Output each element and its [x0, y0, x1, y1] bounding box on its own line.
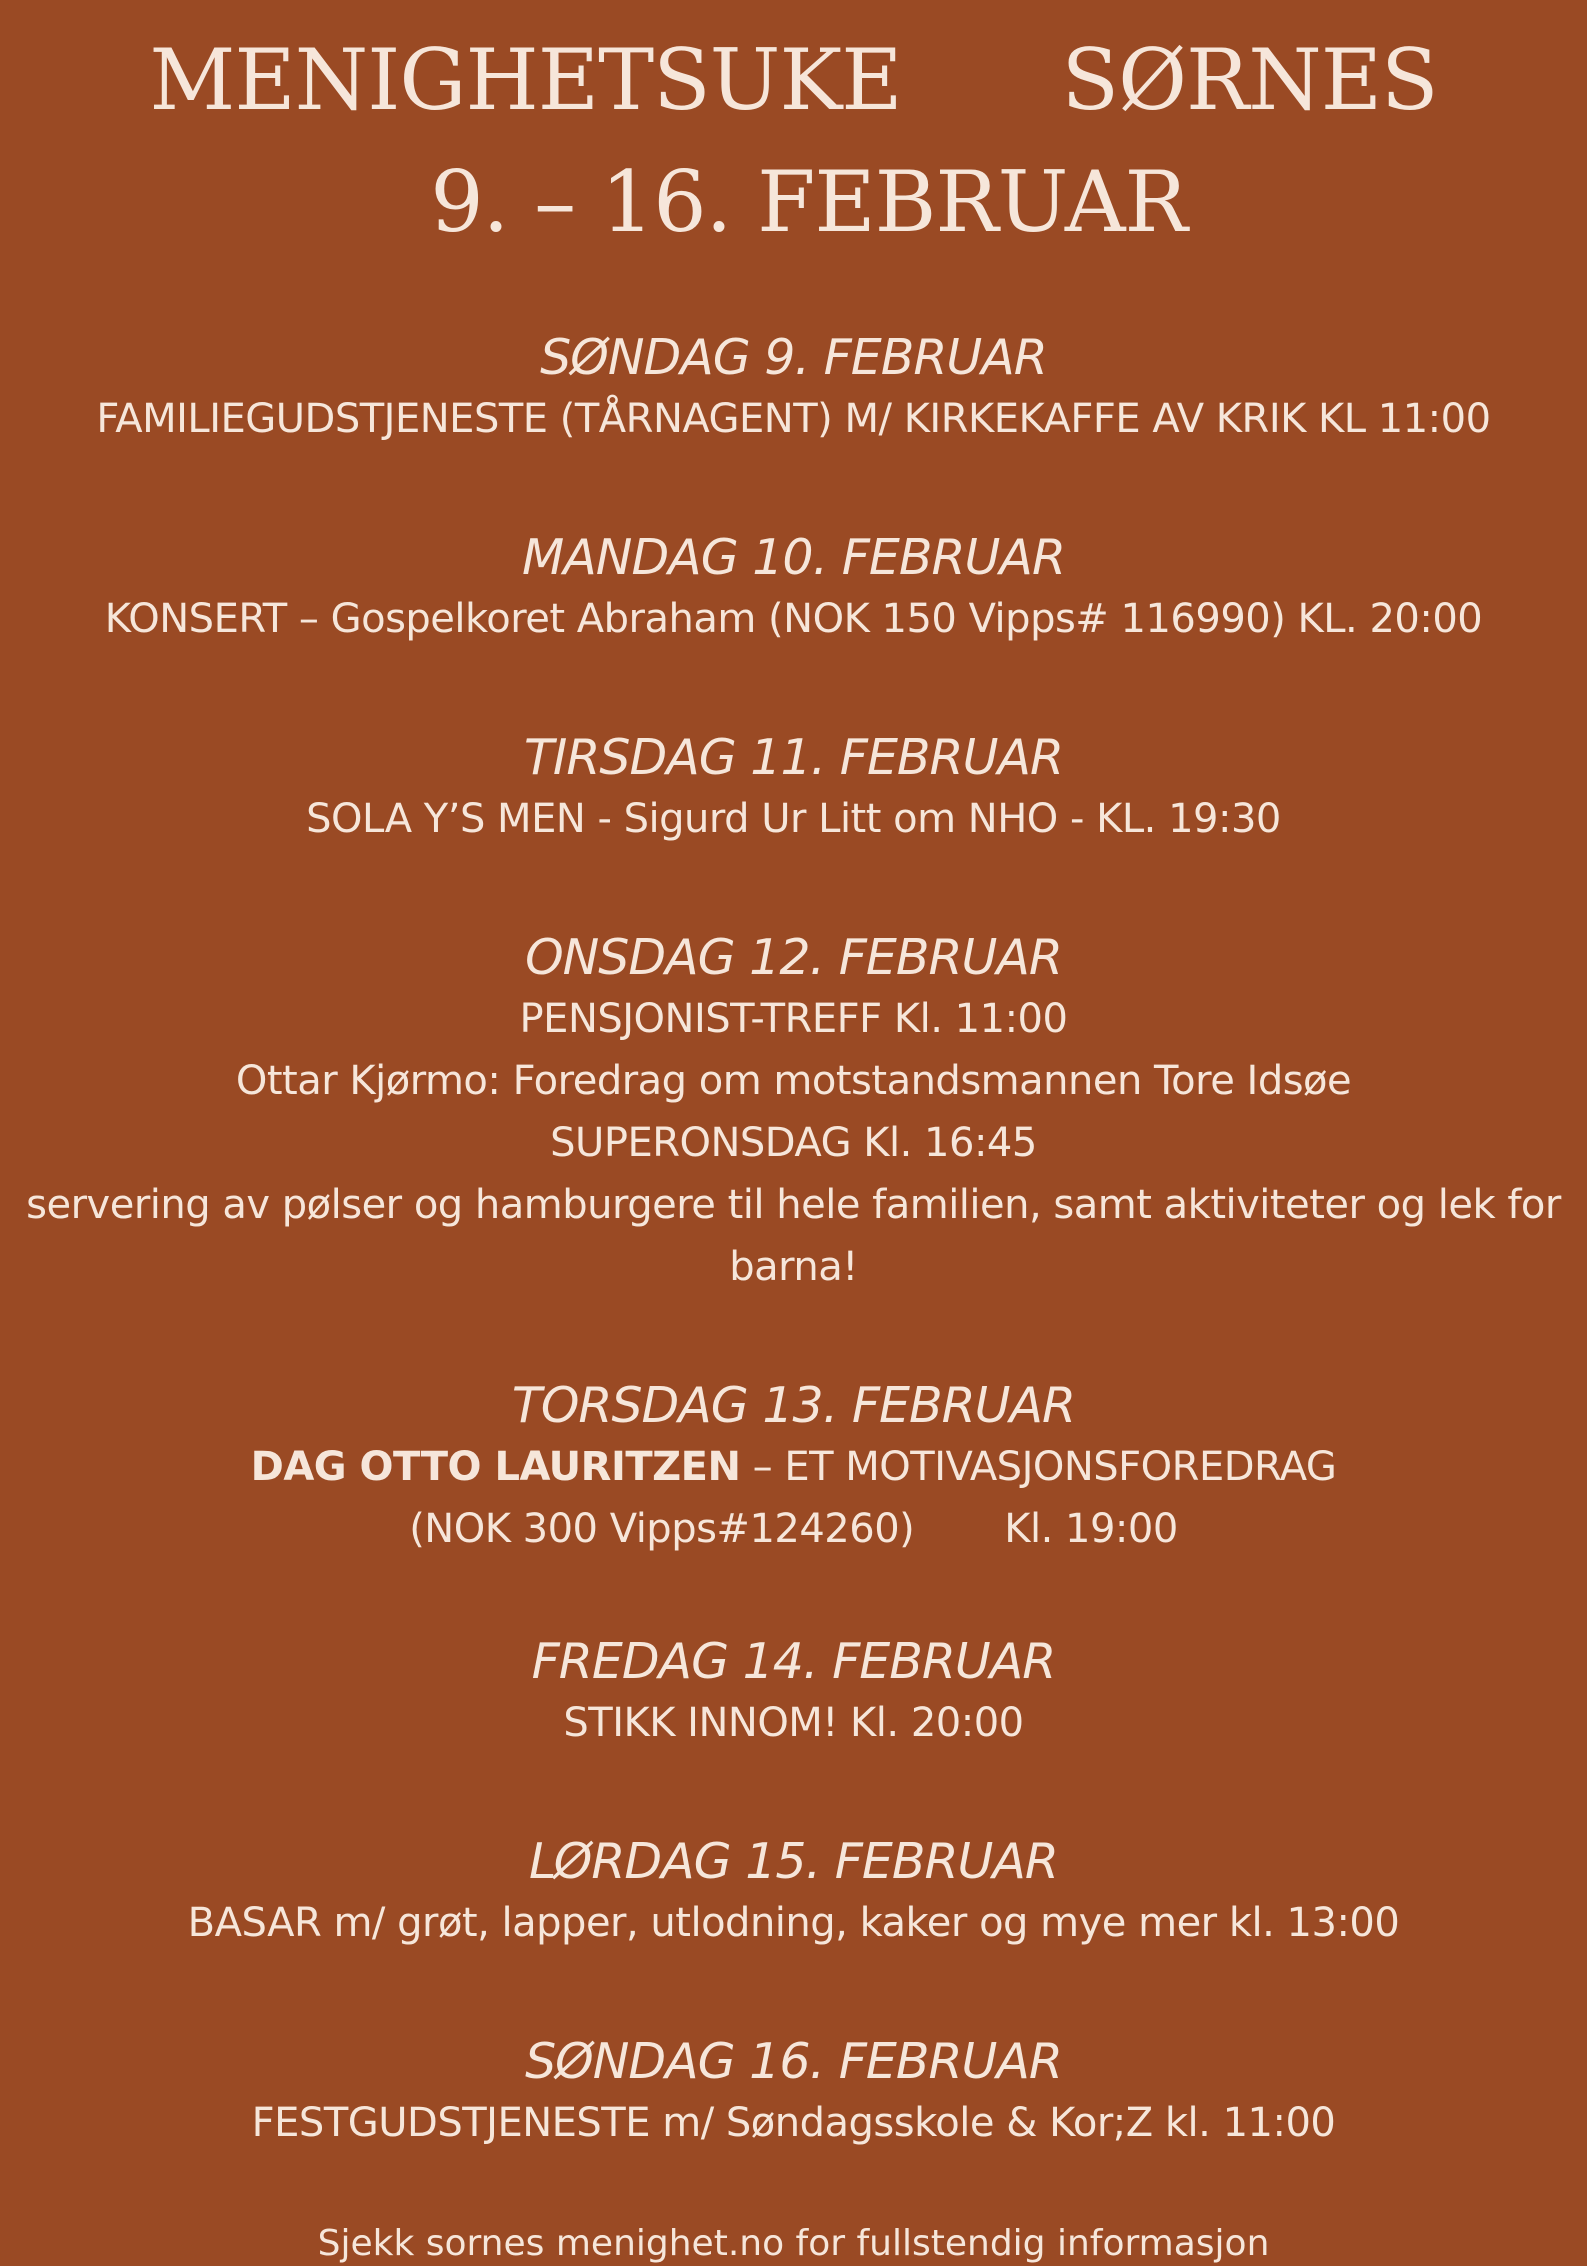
event-tuesday-11: [0, 728, 1587, 850]
time-text: Kl. 19:00: [1004, 1506, 1178, 1552]
day-heading: SØNDAG 9. FEBRUAR: [540, 329, 1047, 386]
event-line: [0, 1498, 1587, 1560]
event-line-rest: – ET MOTIVASJONSFOREDRAG: [740, 1444, 1337, 1490]
event-line: FESTGUDSTJENESTE m/ Søndagsskole & Kor;Z kl. 11:00: [251, 2100, 1336, 2146]
event-friday-14: [0, 1632, 1587, 1754]
event-line: SUPERONSDAG Kl. 16:45: [550, 1120, 1037, 1166]
event-line: STIKK INNOM! Kl. 20:00: [563, 1700, 1024, 1746]
day-heading: TORSDAG 13. FEBRUAR: [511, 1377, 1076, 1434]
event-line: [0, 1436, 1587, 1498]
event-line: Ottar Kjørmo: Foredrag om motstandsmannen Tore Idsøe: [235, 1058, 1352, 1104]
day-heading: MANDAG 10. FEBRUAR: [522, 529, 1065, 586]
event-line: BASAR m/ grøt, lapper, utlodning, kaker og mye mer kl. 13:00: [187, 1900, 1400, 1946]
price-text: (NOK 300 Vipps#124260): [409, 1506, 915, 1552]
title-dates: 9. – 16. FEBRUAR: [430, 153, 1187, 251]
event-thursday-13: [0, 1376, 1587, 1560]
event-line: PENSJONIST-TREFF Kl. 11:00: [519, 996, 1068, 1042]
event-line: FAMILIEGUDSTJENESTE (TÅRNAGENT) M/ KIRKEKAFFE AV KRIK KL 11:00: [96, 396, 1491, 442]
day-heading: TIRSDAG 11. FEBRUAR: [523, 729, 1064, 786]
event-saturday-15: [0, 1832, 1587, 1954]
footer-note: Sjekk sornes menighet.no for fullstendig informasjon: [317, 2223, 1270, 2264]
day-heading: LØRDAG 15. FEBRUAR: [529, 1833, 1058, 1890]
event-monday-10: [0, 528, 1587, 650]
event-sunday-9: [0, 328, 1587, 450]
title-right: SØRNES: [1061, 31, 1438, 129]
day-heading: SØNDAG 16. FEBRUAR: [525, 2033, 1062, 2090]
event-line: SOLA Y’S MEN - Sigurd Ur Litt om NHO - KL. 19:30: [306, 796, 1281, 842]
event-line: servering av pølser og hamburgere til hele familien, samt aktiviteter og lek for barna!: [26, 1182, 1561, 1290]
day-heading: FREDAG 14. FEBRUAR: [531, 1633, 1056, 1690]
event-wednesday-12: [0, 928, 1587, 1298]
speaker-name: DAG OTTO LAURITZEN: [250, 1444, 741, 1490]
day-heading: ONSDAG 12. FEBRUAR: [525, 929, 1062, 986]
event-list: [0, 328, 1587, 2154]
event-line: KONSERT – Gospelkoret Abraham (NOK 150 Vipps# 116990) KL. 20:00: [104, 596, 1483, 642]
page-title: [0, 31, 1587, 129]
title-left: MENIGHETSUKE: [149, 31, 902, 129]
event-sunday-16: [0, 2032, 1587, 2154]
